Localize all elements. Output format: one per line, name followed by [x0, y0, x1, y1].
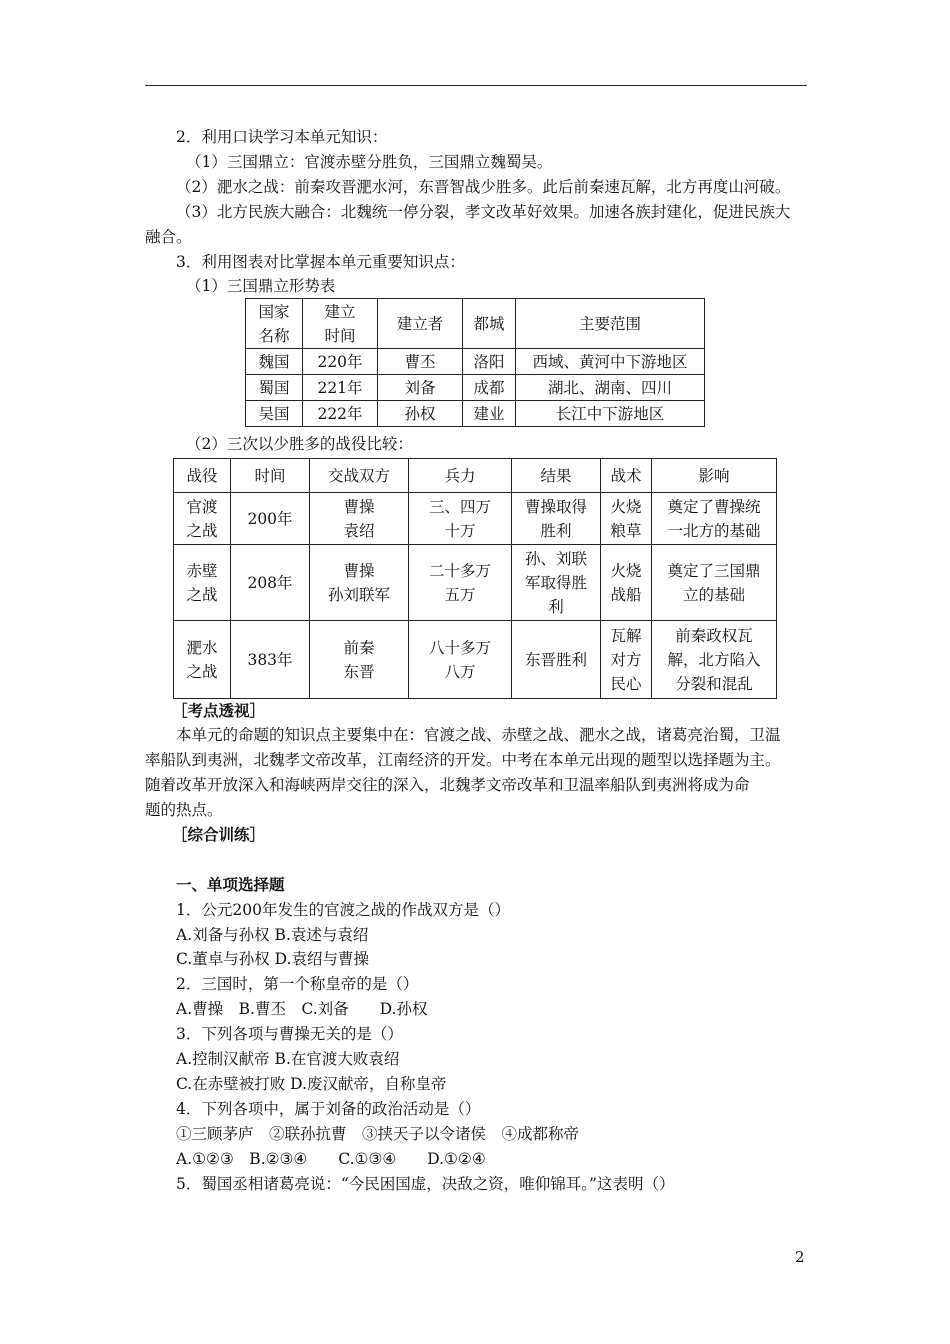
table-cell: 曹操取得 胜利: [512, 493, 601, 545]
table-cell: 220年: [303, 349, 378, 375]
table-cell: 八十多万 八万: [409, 621, 512, 699]
table-cell: 赤壁 之战: [174, 545, 231, 621]
table-cell: 瓦解 对方 民心: [601, 621, 652, 699]
kaodian-line-1: 本单元的命题的知识点主要集中在：官渡之战、赤壁之战、淝水之战，诸葛亮治蜀，卫温: [176, 726, 781, 744]
table-cell: 吴国: [246, 401, 303, 427]
section2-item-3: （3）北方民族大融合：北魏统一停分裂，孝文改革好效果。加速各族封建化，促进民族大: [176, 203, 791, 221]
table-cell: 曹丕: [378, 349, 463, 375]
table-cell: 222年: [303, 401, 378, 427]
table-header-cell: 影响: [652, 459, 777, 493]
table-cell: 二十多万 五万: [409, 545, 512, 621]
question-1-options-cd: C.董卓与孙权 D.袁绍与曹操: [176, 950, 369, 968]
question-3-options-ab: A.控制汉献帝 B.在官渡大败袁绍: [176, 1050, 400, 1068]
table-cell: 淝水 之战: [174, 621, 231, 699]
kaodian-line-4: 题的热点。: [145, 801, 223, 819]
table-header-cell: 建立 时间: [303, 299, 378, 349]
table-cell: 官渡 之战: [174, 493, 231, 545]
question-3: 3．下列各项与曹操无关的是（）: [176, 1025, 403, 1043]
table-row: [246, 401, 705, 427]
section2-item-1: （1）三国鼎立：官渡赤壁分胜负，三国鼎立魏蜀吴。: [186, 153, 553, 171]
header-rule: [145, 85, 807, 86]
training-title: ［综合训练］: [172, 825, 266, 844]
table-row: [174, 621, 777, 699]
table-header-cell: 主要范围: [516, 299, 705, 349]
table-cell: 奠定了曹操统 一北方的基础: [652, 493, 777, 545]
question-4: 4．下列各项中，属于刘备的政治活动是（）: [176, 1100, 481, 1118]
question-2-options: A.曹操 B.曹丕 C.刘备 D.孙权: [176, 1000, 428, 1018]
table-cell: 孙、刘联 军取得胜 利: [512, 545, 601, 621]
page-number: 2: [795, 1248, 805, 1266]
table1-caption: （1）三国鼎立形势表: [186, 277, 336, 295]
section2-heading: 2．利用口诀学习本单元知识：: [176, 128, 388, 146]
table-cell: 208年: [231, 545, 310, 621]
table-header-cell: 战术: [601, 459, 652, 493]
table-cell: 火烧 战船: [601, 545, 652, 621]
section2-item-2: （2）淝水之战：前秦攻晋淝水河，东晋智战少胜多。此后前秦速瓦解，北方再度山河破。: [176, 178, 791, 196]
table-cell: 西域、黄河中下游地区: [516, 349, 705, 375]
question-3-options-cd: C.在赤壁被打败 D.废汉献帝，自称皇帝: [176, 1075, 447, 1093]
table-header-cell: 兵力: [409, 459, 512, 493]
question-1: 1．公元200年发生的官渡之战的作战双方是（）: [176, 901, 510, 919]
question-2: 2．三国时，第一个称皇帝的是（）: [176, 975, 419, 993]
table-cell: 奠定了三国鼎 立的基础: [652, 545, 777, 621]
table-cell: 曹操 孙刘联军: [310, 545, 409, 621]
table-cell: 湖北、湖南、四川: [516, 375, 705, 401]
kaodian-line-2: 率船队到夷洲，北魏孝文帝改革，江南经济的开发。中考在本单元出现的题型以选择题为主。: [145, 751, 781, 769]
table-cell: 前秦政权瓦 解，北方陷入 分裂和混乱: [652, 621, 777, 699]
section-title-single-choice: 一、单项选择题: [176, 875, 285, 894]
table-row: [174, 493, 777, 545]
table-row: [246, 375, 705, 401]
table-header-cell: 都城: [463, 299, 516, 349]
battles-table: [173, 458, 777, 699]
question-1-options-ab: A.刘备与孙权 B.袁述与袁绍: [176, 926, 369, 944]
table2-caption: （2）三次以少胜多的战役比较：: [186, 435, 413, 453]
section3-heading: 3．利用图表对比掌握本单元重要知识点：: [176, 253, 465, 271]
question-4-items: ①三顾茅庐 ②联孙抗曹 ③挟天子以令诸侯 ④成都称帝: [176, 1125, 580, 1143]
table-cell: 三、四万 十万: [409, 493, 512, 545]
table-header-row: [174, 459, 777, 493]
table-cell: 孙权: [378, 401, 463, 427]
table-cell: 刘备: [378, 375, 463, 401]
table-cell: 200年: [231, 493, 310, 545]
table-cell: 蜀国: [246, 375, 303, 401]
kaodian-title: ［考点透视］: [172, 701, 266, 720]
table-header-cell: 交战双方: [310, 459, 409, 493]
section2-item-3-cont: 融合。: [145, 228, 192, 246]
table-cell: 洛阳: [463, 349, 516, 375]
three-kingdoms-table: [245, 298, 705, 427]
table-cell: 火烧 粮草: [601, 493, 652, 545]
table-header-cell: 国家 名称: [246, 299, 303, 349]
table-row: [174, 545, 777, 621]
kaodian-line-3: 随着改革开放深入和海峡两岸交往的深入，北魏孝文帝改革和卫温率船队到夷洲将成为命: [145, 776, 750, 794]
table-cell: 魏国: [246, 349, 303, 375]
table-cell: 前秦 东晋: [310, 621, 409, 699]
table-header-cell: 时间: [231, 459, 310, 493]
table-header-cell: 战役: [174, 459, 231, 493]
table-header-cell: 结果: [512, 459, 601, 493]
table-cell: 成都: [463, 375, 516, 401]
table-cell: 383年: [231, 621, 310, 699]
question-5: 5．蜀国丞相诸葛亮说：“今民困国虚，决敌之资，唯仰锦耳。”这表明（）: [176, 1175, 675, 1193]
table-cell: 长江中下游地区: [516, 401, 705, 427]
table-row: [246, 349, 705, 375]
question-4-options: A.①②③ B.②③④ C.①③④ D.①②④: [176, 1150, 486, 1168]
table-header-cell: 建立者: [378, 299, 463, 349]
table-cell: 曹操 袁绍: [310, 493, 409, 545]
table-cell: 建业: [463, 401, 516, 427]
table-header-row: [246, 299, 705, 349]
table-cell: 221年: [303, 375, 378, 401]
table-cell: 东晋胜利: [512, 621, 601, 699]
